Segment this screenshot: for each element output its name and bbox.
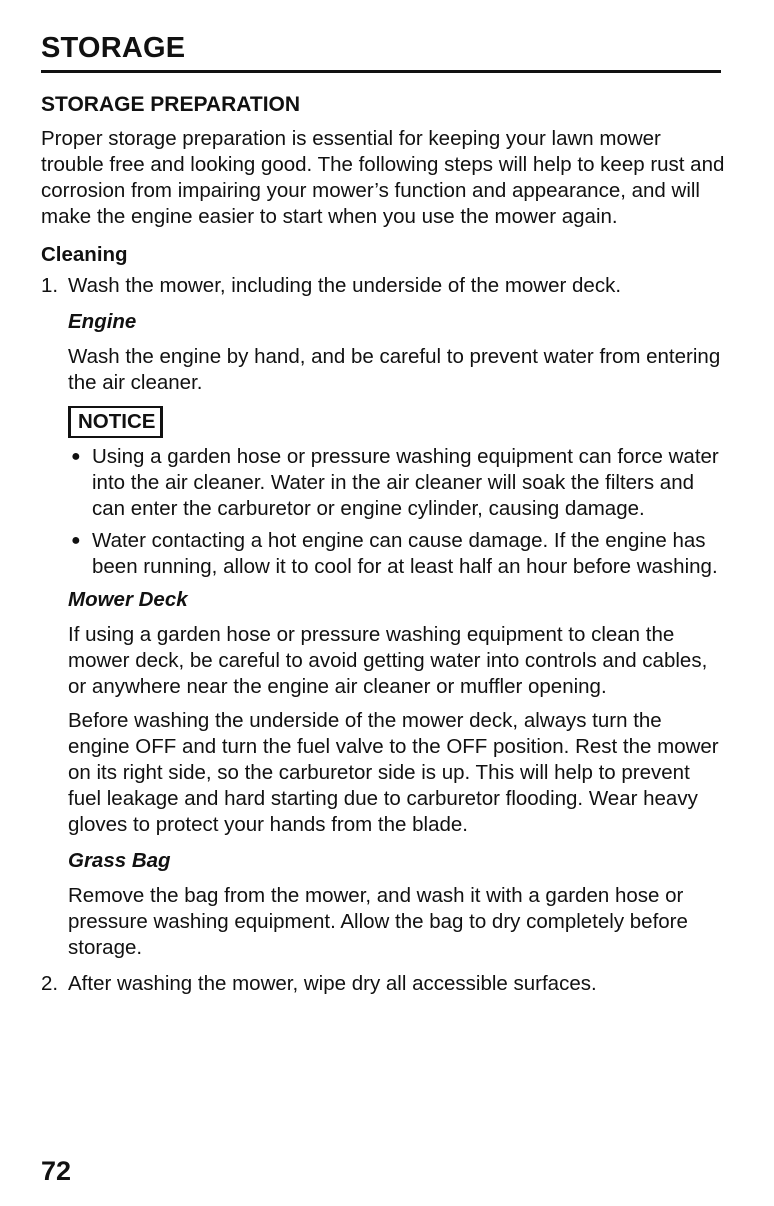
grass-bag-paragraph: Remove the bag from the mower, and wash it with a garden hose or pressure washing equipment. Allow the bag to dry completely before storage. — [68, 884, 688, 959]
notice-container — [68, 406, 726, 440]
engine-paragraph: Wash the engine by hand, and be careful to prevent water from entering the air cleaner. — [68, 345, 721, 394]
title-divider — [41, 70, 721, 73]
step-2-text: After washing the mower, wipe dry all accessible surfaces. — [68, 972, 597, 995]
step-1-details — [68, 308, 726, 961]
step-1 — [41, 273, 726, 299]
step-2-number: 2. — [41, 972, 59, 995]
bullet-icon: ● — [71, 448, 81, 465]
notice-item-text: Using a garden hose or pressure washing equipment can force water into the air cleaner. Water in the air cleaner will soak the filters and can enter the carburetor or engine cylinder, causing damage. — [92, 445, 719, 520]
step-1-number: 1. — [41, 274, 59, 297]
bullet-icon: ● — [71, 532, 81, 549]
intro-paragraph: Proper storage preparation is essential for keeping your lawn mower trouble free and looking good. The following steps will help to keep rust and corrosion from impairing your mower’s function and appearance, and will make the engine easier to start when you use the mower again. — [41, 127, 725, 228]
notice-item — [68, 528, 726, 580]
cleaning-heading: Cleaning — [41, 243, 128, 266]
page-content — [41, 90, 726, 997]
notice-item-text: Water contacting a hot engine can cause damage. If the engine has been running, allow it to cool for at least half an hour before washing. — [92, 529, 718, 578]
page-title: STORAGE — [41, 32, 186, 64]
engine-heading: Engine — [68, 310, 137, 333]
step-2 — [41, 971, 726, 997]
mower-deck-paragraph-2: Before washing the underside of the mower deck, always turn the engine OFF and turn the fuel valve to the OFF position. Rest the mower on its right side, so the carburetor side is up. This will help to prevent fuel leakage and hard starting due to carburetor flooding. Wear heavy gloves to protect your hands from the blade. — [68, 709, 719, 836]
notice-list — [68, 444, 726, 580]
notice-item — [68, 444, 726, 522]
step-1-text: Wash the mower, including the underside of the mower deck. — [68, 274, 622, 297]
page-number: 72 — [41, 1156, 72, 1186]
notice-label: NOTICE — [68, 406, 163, 438]
mower-deck-heading: Mower Deck — [68, 588, 188, 611]
grass-bag-heading: Grass Bag — [68, 849, 171, 872]
section-heading: STORAGE PREPARATION — [41, 93, 301, 116]
mower-deck-paragraph-1: If using a garden hose or pressure washing equipment to clean the mower deck, be careful to avoid getting water into controls and cables, or anywhere near the engine air cleaner or muffler opening. — [68, 623, 708, 698]
